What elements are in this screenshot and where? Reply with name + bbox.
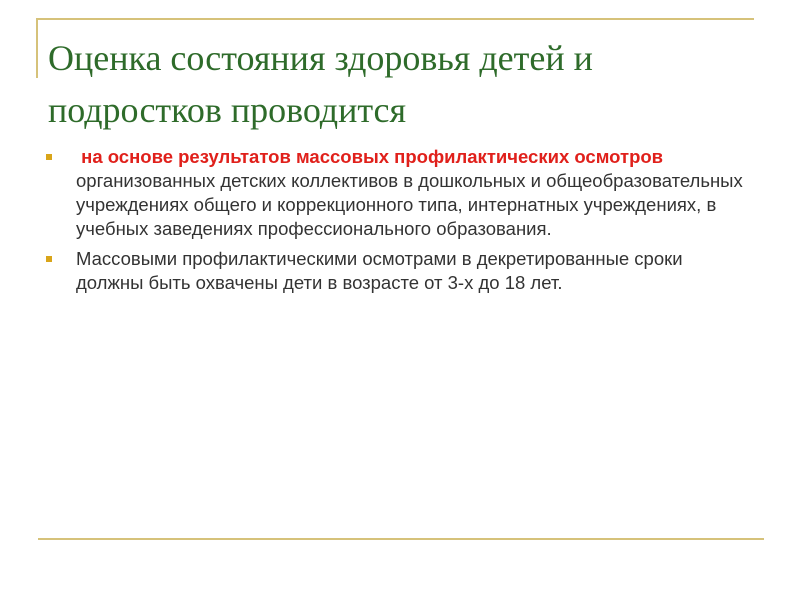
bullet-item [46,247,746,295]
left-rule [36,18,38,78]
square-bullet-icon [46,154,52,160]
bottom-rule [38,538,764,540]
bullet-item [46,145,746,241]
bullet-list [46,145,746,301]
top-rule [36,18,754,20]
title-line-1: Оценка состояния здоровья детей и [48,38,593,78]
square-bullet-icon [46,256,52,262]
slide-title [48,32,748,136]
bullet-text: Массовыми профилактическими осмотрами в декретированные сроки должны быть охвачены дети в возрасте от 3-х до 18 лет. [76,248,683,293]
bullet-emphasis: на основе результатов массовых профилактических осмотров [81,146,664,167]
title-line-2: подростков проводится [48,90,407,130]
bullet-text: организованных детских коллективов в дошкольных и общеобразовательных учреждениях общего и коррекционного типа, интернатных учреждениях, в учебных заведениях профессионального образования. [76,170,743,239]
